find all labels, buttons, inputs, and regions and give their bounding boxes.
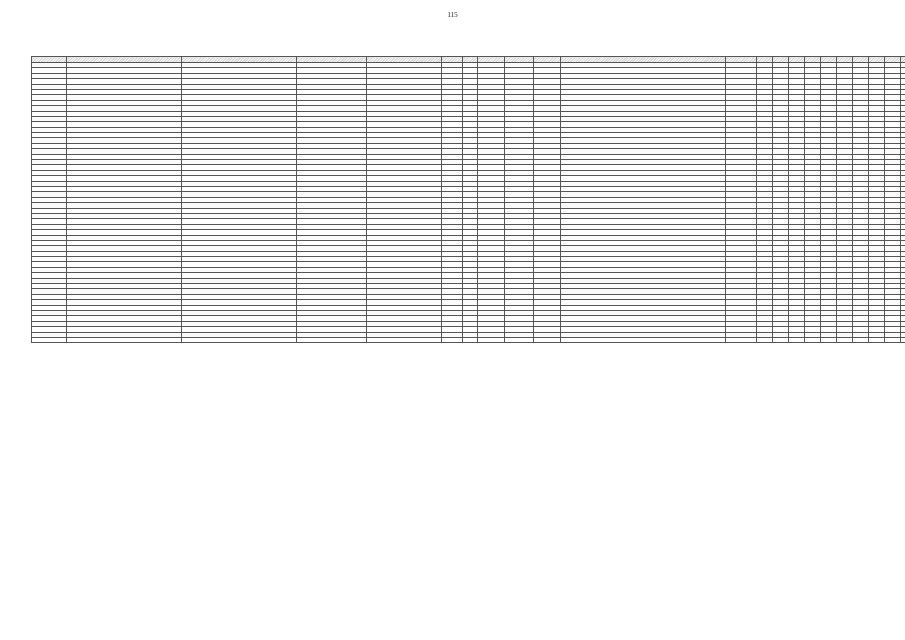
register-table [31, 56, 905, 343]
table-row [32, 337, 905, 342]
flag-cell [773, 337, 789, 342]
table-cell [32, 337, 67, 342]
flag-cell [901, 337, 905, 342]
table-cell [505, 337, 534, 342]
flag-cell [789, 337, 805, 342]
table-cell [297, 337, 367, 342]
table-cell [182, 337, 297, 342]
flag-cell [885, 337, 901, 342]
flag-cell [757, 337, 773, 342]
table-cell [478, 337, 505, 342]
table-cell [463, 337, 478, 342]
table-cell [561, 337, 726, 342]
table-cell [442, 337, 463, 342]
flag-cell [869, 337, 885, 342]
flag-cell [837, 337, 853, 342]
table-cell [367, 337, 442, 342]
table-cell [67, 337, 182, 342]
flag-cell [821, 337, 837, 342]
page-number: 115 [447, 11, 458, 19]
flag-cell [805, 337, 821, 342]
table-cell [534, 337, 561, 342]
flag-cell [853, 337, 869, 342]
table-body [32, 63, 905, 343]
table-cell [726, 337, 757, 342]
